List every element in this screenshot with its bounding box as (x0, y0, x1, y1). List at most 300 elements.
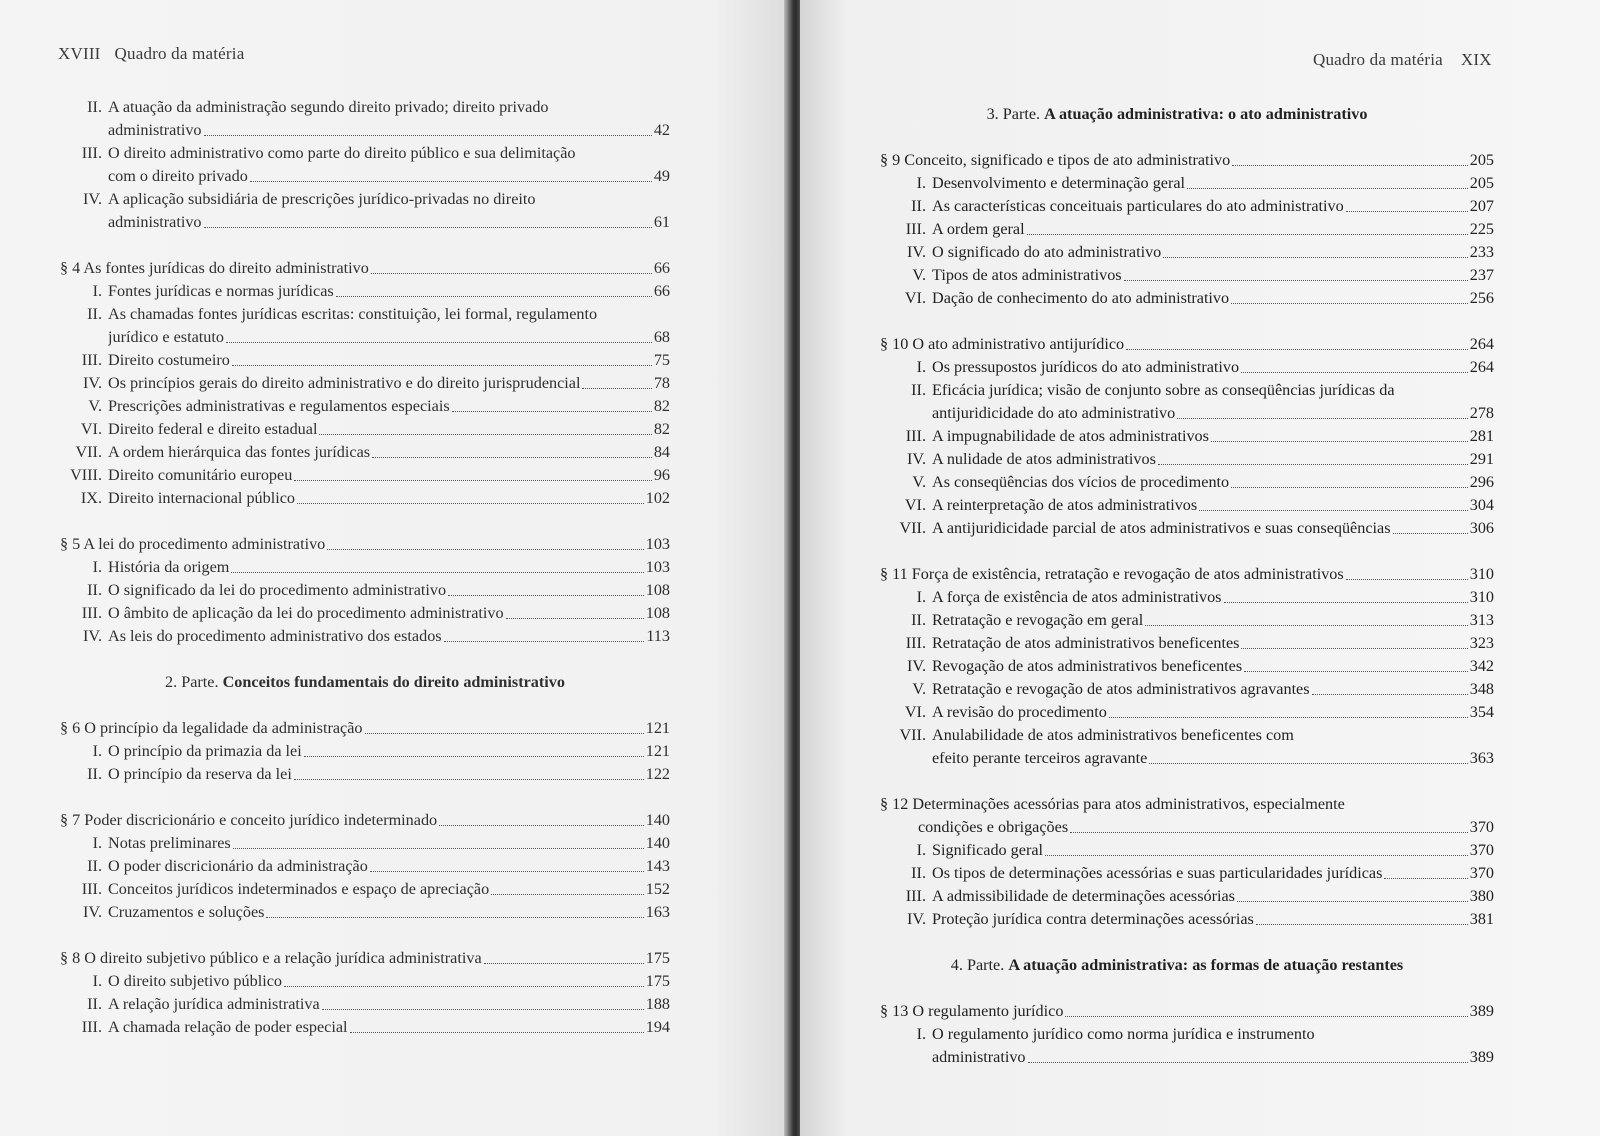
toc-subentry (60, 740, 670, 763)
roman-numeral: III. (905, 220, 926, 238)
roman-numeral: II. (87, 98, 102, 116)
toc-subentry (60, 418, 670, 441)
left-page-number: XVIII (58, 44, 101, 63)
page-ref: 152 (645, 880, 670, 898)
entry-text: Conceitos jurídicos indeterminados e espaço de apreciação (108, 880, 490, 898)
roman-numeral: IV. (906, 450, 926, 468)
entry-text: A admissibilidade de determinações acessórias (932, 887, 1235, 905)
left-running-title: Quadro da matéria (114, 44, 245, 63)
roman-numeral: III. (905, 634, 926, 652)
section-title: § 13 O regulamento jurídico (880, 1002, 1064, 1020)
entry-text: O princípio da reserva da lei (108, 765, 292, 783)
toc-subentry (60, 625, 670, 648)
toc-subentry (880, 908, 1494, 931)
toc-subentry (60, 326, 670, 349)
page-ref: 108 (645, 604, 670, 622)
section-title: § 6 O princípio da legalidade da administração (60, 719, 363, 737)
entry-text: Cruzamentos e soluções (108, 903, 265, 921)
section-title: § 4 As fontes jurídicas do direito administrativo (60, 259, 369, 277)
roman-numeral: I. (916, 841, 926, 859)
section-title: § 7 Poder discricionário e conceito jurídico indeterminado (60, 811, 438, 829)
entry-text: Notas preliminares (108, 834, 231, 852)
part-title: A atuação administrativa: o ato administrativo (1044, 105, 1368, 123)
toc-subentry (880, 747, 1494, 770)
toc-subentry (60, 832, 670, 855)
toc-subentry (60, 349, 670, 372)
roman-numeral: V. (912, 473, 926, 491)
page-ref: 49 (653, 167, 670, 185)
page-ref: 380 (1469, 887, 1494, 905)
dot-leader (1177, 418, 1468, 419)
entry-text: Direito comunitário europeu (108, 466, 293, 484)
entry-text: A relação jurídica administrativa (108, 995, 320, 1013)
dot-leader (372, 457, 652, 458)
entry-text: jurídico e estatuto (108, 328, 224, 346)
toc-subentry (880, 471, 1494, 494)
page-ref: 175 (645, 972, 670, 990)
dot-leader (484, 963, 644, 964)
page-ref: 278 (1469, 404, 1494, 422)
toc-section-entry (60, 257, 670, 280)
dot-leader (1312, 694, 1468, 695)
page-ref: 370 (1469, 864, 1494, 882)
section-title: § 11 Força de existência, retratação e revogação de atos administrativos (880, 565, 1344, 583)
toc-section-entry (880, 563, 1494, 586)
page-ref: 103 (645, 558, 670, 576)
roman-numeral: I. (916, 358, 926, 376)
dot-leader (284, 986, 644, 987)
part-title: A atuação administrativa: as formas de atuação restantes (1008, 956, 1404, 974)
roman-numeral: II. (87, 305, 102, 323)
entry-text: A nulidade de atos administrativos (932, 450, 1156, 468)
page-ref: 296 (1469, 473, 1494, 491)
dot-leader (1124, 280, 1468, 281)
roman-numeral: VII. (899, 726, 926, 744)
spacer (60, 694, 670, 717)
page-ref: 313 (1469, 611, 1494, 629)
left-page (0, 0, 790, 1136)
page-ref: 103 (645, 535, 670, 553)
roman-numeral: V. (88, 397, 102, 415)
dot-leader (1244, 671, 1468, 672)
dot-leader (1027, 234, 1468, 235)
roman-numeral: II. (911, 611, 926, 629)
dot-leader (582, 388, 651, 389)
dot-leader (250, 181, 652, 182)
dot-leader (294, 779, 644, 780)
page-ref: 264 (1469, 358, 1494, 376)
toc-section-entry (880, 333, 1494, 356)
roman-numeral: I. (92, 558, 102, 576)
page-ref: 82 (653, 397, 670, 415)
entry-text: A aplicação subsidiária de prescrições jurídico-privadas no direito (108, 190, 536, 208)
toc-subentry (880, 287, 1494, 310)
roman-numeral: IV. (82, 903, 102, 921)
page-ref: 370 (1469, 818, 1494, 836)
dot-leader (1028, 1062, 1468, 1063)
dot-leader (1346, 211, 1468, 212)
page-ref: 121 (645, 719, 670, 737)
dot-leader (1163, 257, 1467, 258)
dot-leader (1384, 878, 1467, 879)
roman-numeral: I. (916, 174, 926, 192)
roman-numeral: I. (92, 834, 102, 852)
dot-leader (322, 1009, 644, 1010)
roman-numeral: III. (81, 604, 102, 622)
toc-subentry (880, 494, 1494, 517)
dot-leader (1065, 1016, 1467, 1017)
entry-text: Fontes jurídicas e normas jurídicas (108, 282, 334, 300)
roman-numeral: II. (911, 381, 926, 399)
dot-leader (1256, 924, 1468, 925)
entry-text: O princípio da primazia da lei (108, 742, 302, 760)
entry-text: Eficácia jurídica; visão de conjunto sobre as conseqüências jurídicas da (932, 381, 1395, 399)
toc-section-entry (880, 793, 1494, 816)
left-table-of-contents (60, 96, 670, 1039)
roman-numeral: I. (916, 588, 926, 606)
spacer (880, 770, 1494, 793)
entry-text: A antijuridicidade parcial de atos administrativos e suas conseqüências (932, 519, 1391, 537)
page-ref: 233 (1469, 243, 1494, 261)
toc-subentry (60, 878, 670, 901)
section-title: § 12 Determinações acessórias para atos administrativos, especialmente (880, 795, 1345, 813)
dot-leader (204, 135, 652, 136)
toc-subentry (60, 970, 670, 993)
entry-text: As características conceituais particulares do ato administrativo (932, 197, 1344, 215)
page-ref: 42 (653, 121, 670, 139)
roman-numeral: IV. (82, 627, 102, 645)
roman-numeral: VI. (80, 420, 102, 438)
page-ref: 75 (653, 351, 670, 369)
spacer (60, 234, 670, 257)
toc-subentry (880, 862, 1494, 885)
toc-subentry (880, 609, 1494, 632)
spacer (60, 648, 670, 671)
roman-numeral: IV. (82, 374, 102, 392)
dot-leader (1070, 832, 1468, 833)
dot-leader (327, 549, 643, 550)
entry-text: Retratação e revogação em geral (932, 611, 1144, 629)
dot-leader (365, 733, 644, 734)
toc-subentry (880, 425, 1494, 448)
toc-section-entry-continued (880, 816, 1494, 839)
toc-subentry (880, 172, 1494, 195)
page-ref: 66 (653, 282, 670, 300)
roman-numeral: VII. (899, 519, 926, 537)
entry-text: A chamada relação de poder especial (108, 1018, 348, 1036)
page-ref: 225 (1469, 220, 1494, 238)
toc-subentry (880, 379, 1494, 402)
page-ref: 310 (1469, 565, 1494, 583)
entry-text: O regulamento jurídico como norma jurídica e instrumento (932, 1025, 1315, 1043)
page-ref: 304 (1469, 496, 1494, 514)
roman-numeral: VI. (904, 703, 926, 721)
toc-subentry (60, 211, 670, 234)
toc-section-entry (60, 533, 670, 556)
dot-leader (1187, 188, 1468, 189)
dot-leader (1126, 349, 1468, 350)
dot-leader (1237, 901, 1468, 902)
page-ref: 354 (1469, 703, 1494, 721)
toc-subentry (60, 303, 670, 326)
section-title-continued: condições e obrigações (918, 818, 1069, 836)
roman-numeral: I. (916, 1025, 926, 1043)
entry-text: O âmbito de aplicação da lei do procedimento administrativo (108, 604, 504, 622)
toc-subentry (60, 96, 670, 119)
toc-subentry (880, 724, 1494, 747)
entry-text: O poder discricionário da administração (108, 857, 368, 875)
page-ref: 291 (1469, 450, 1494, 468)
roman-numeral: II. (87, 995, 102, 1013)
roman-numeral: III. (81, 1018, 102, 1036)
roman-numeral: VI. (904, 496, 926, 514)
toc-section-entry (60, 809, 670, 832)
toc-subentry (880, 678, 1494, 701)
part-number: 4. Parte. (950, 956, 1005, 974)
entry-text: A ordem hierárquica das fontes jurídicas (108, 443, 371, 461)
toc-subentry (60, 579, 670, 602)
page-ref: 68 (653, 328, 670, 346)
entry-text: administrativo (108, 213, 202, 231)
roman-numeral: IV. (82, 190, 102, 208)
page-ref: 108 (645, 581, 670, 599)
dot-leader (232, 365, 652, 366)
entry-text: Os tipos de determinações acessórias e suas particularidades jurídicas (932, 864, 1383, 882)
roman-numeral: III. (81, 144, 102, 162)
entry-text: Dação de conhecimento do ato administrativo (932, 289, 1230, 307)
part-number: 2. Parte. (165, 673, 219, 691)
roman-numeral: IX. (80, 489, 102, 507)
toc-subentry (60, 188, 670, 211)
dot-leader (444, 641, 645, 642)
toc-section-entry (60, 947, 670, 970)
entry-text: As leis do procedimento administrativo dos estados (108, 627, 442, 645)
roman-numeral: I. (92, 282, 102, 300)
toc-section-entry (880, 1000, 1494, 1023)
toc-subentry (60, 556, 670, 579)
dot-leader (506, 618, 644, 619)
roman-numeral: VII. (75, 443, 102, 461)
entry-text: História da origem (108, 558, 230, 576)
page-ref: 389 (1469, 1048, 1494, 1066)
roman-numeral: IV. (906, 910, 926, 928)
spacer (880, 126, 1494, 149)
dot-leader (1231, 487, 1468, 488)
dot-leader (204, 227, 652, 228)
part-heading (880, 103, 1494, 126)
page-ref: 61 (653, 213, 670, 231)
page-ref: 281 (1469, 427, 1494, 445)
right-running-title: Quadro da matéria (1313, 50, 1443, 69)
entry-text: O direito subjetivo público (108, 972, 282, 990)
part-heading (880, 954, 1494, 977)
left-page-header (58, 44, 244, 64)
entry-text: efeito perante terceiros agravante (932, 749, 1148, 767)
page-ref: 363 (1469, 749, 1494, 767)
page-ref: 140 (645, 834, 670, 852)
right-page-header (1313, 50, 1492, 70)
roman-numeral: VI. (904, 289, 926, 307)
roman-numeral: IV. (906, 243, 926, 261)
toc-subentry (60, 1016, 670, 1039)
toc-subentry (60, 487, 670, 510)
spacer (880, 931, 1494, 954)
dot-leader (1158, 464, 1468, 465)
entry-text: Direito internacional público (108, 489, 295, 507)
toc-subentry (880, 1046, 1494, 1069)
entry-text: O significado da lei do procedimento administrativo (108, 581, 447, 599)
toc-subentry (60, 441, 670, 464)
roman-numeral: V. (912, 680, 926, 698)
dot-leader (1224, 602, 1468, 603)
spacer (60, 510, 670, 533)
toc-subentry (60, 395, 670, 418)
part-number: 3. Parte. (986, 105, 1041, 123)
dot-leader (1149, 763, 1467, 764)
spacer (880, 310, 1494, 333)
roman-numeral: III. (905, 427, 926, 445)
roman-numeral: V. (912, 266, 926, 284)
entry-text: Tipos de atos administrativos (932, 266, 1122, 284)
toc-subentry (880, 218, 1494, 241)
dot-leader (297, 503, 644, 504)
entry-text: A força de existência de atos administrativos (932, 588, 1222, 606)
dot-leader (1211, 441, 1468, 442)
page-ref: 194 (645, 1018, 670, 1036)
roman-numeral: III. (905, 887, 926, 905)
page-ref: 256 (1469, 289, 1494, 307)
right-table-of-contents (880, 103, 1494, 1069)
page-ref: 102 (645, 489, 670, 507)
toc-subentry (880, 517, 1494, 540)
dot-leader (231, 572, 643, 573)
roman-numeral: VIII. (70, 466, 102, 484)
dot-leader (370, 871, 644, 872)
roman-numeral: I. (92, 972, 102, 990)
entry-text: O significado do ato administrativo (932, 243, 1162, 261)
dot-leader (1241, 648, 1467, 649)
toc-subentry (60, 602, 670, 625)
dot-leader (233, 848, 644, 849)
entry-text: Os princípios gerais do direito administrativo e do direito jurisprudencial (108, 374, 581, 392)
page-ref: 143 (645, 857, 670, 875)
toc-subentry (880, 356, 1494, 379)
toc-subentry (60, 901, 670, 924)
roman-numeral: I. (92, 742, 102, 760)
page-ref: 96 (653, 466, 670, 484)
toc-subentry (60, 119, 670, 142)
entry-text: Direito costumeiro (108, 351, 230, 369)
entry-text: Anulabilidade de atos administrativos beneficentes com (932, 726, 1294, 744)
part-title: Conceitos fundamentais do direito administrativo (222, 673, 565, 691)
roman-numeral: IV. (906, 657, 926, 675)
toc-section-entry (60, 717, 670, 740)
dot-leader (304, 756, 644, 757)
dot-leader (1241, 372, 1468, 373)
page-ref: 237 (1469, 266, 1494, 284)
toc-subentry (880, 448, 1494, 471)
section-title: § 10 O ato administrativo antijurídico (880, 335, 1125, 353)
page-ref: 389 (1469, 1002, 1494, 1020)
dot-leader (491, 894, 644, 895)
toc-subentry (880, 586, 1494, 609)
dot-leader (266, 917, 643, 918)
page-ref: 310 (1469, 588, 1494, 606)
spacer (60, 786, 670, 809)
entry-text: Retratação de atos administrativos beneficentes (932, 634, 1240, 652)
dot-leader (439, 825, 644, 826)
section-title: § 5 A lei do procedimento administrativo (60, 535, 326, 553)
page-ref: 163 (645, 903, 670, 921)
dot-leader (1346, 579, 1468, 580)
entry-text: O direito administrativo como parte do direito público e sua delimitação (108, 144, 576, 162)
dot-leader (1109, 717, 1468, 718)
page-ref: 82 (653, 420, 670, 438)
entry-text: Direito federal e direito estadual (108, 420, 318, 438)
entry-text: Revogação de atos administrativos beneficentes (932, 657, 1243, 675)
entry-text: A reinterpretação de atos administrativos (932, 496, 1198, 514)
page-ref: 188 (645, 995, 670, 1013)
toc-subentry (880, 655, 1494, 678)
spacer (60, 924, 670, 947)
toc-subentry (880, 402, 1494, 425)
entry-text: As chamadas fontes jurídicas escritas: constituição, lei formal, regulamento (108, 305, 598, 323)
toc-subentry (880, 264, 1494, 287)
toc-subentry (880, 839, 1494, 862)
toc-subentry (60, 142, 670, 165)
roman-numeral: II. (911, 864, 926, 882)
roman-numeral: III. (81, 351, 102, 369)
spacer (880, 977, 1494, 1000)
dot-leader (1199, 510, 1468, 511)
roman-numeral: II. (911, 197, 926, 215)
toc-subentry (880, 632, 1494, 655)
toc-subentry (60, 763, 670, 786)
page-ref: 342 (1469, 657, 1494, 675)
section-title: § 8 O direito subjetivo público e a relação jurídica administrativa (60, 949, 482, 967)
entry-text: Os pressupostos jurídicos do ato administrativo (932, 358, 1240, 376)
dot-leader (1232, 165, 1468, 166)
entry-text: administrativo (108, 121, 202, 139)
dot-leader (1145, 625, 1468, 626)
page-ref: 205 (1469, 151, 1494, 169)
toc-subentry (60, 372, 670, 395)
page-ref: 113 (646, 627, 670, 645)
entry-text: A atuação da administração segundo direito privado; direito privado (108, 98, 549, 116)
dot-leader (319, 434, 651, 435)
dot-leader (294, 480, 652, 481)
page-ref: 207 (1469, 197, 1494, 215)
toc-subentry (60, 855, 670, 878)
page-ref: 121 (645, 742, 670, 760)
section-title: § 9 Conceito, significado e tipos de ato administrativo (880, 151, 1231, 169)
part-heading (60, 671, 670, 694)
dot-leader (452, 411, 652, 412)
toc-subentry (880, 1023, 1494, 1046)
toc-subentry (60, 993, 670, 1016)
entry-text: Significado geral (932, 841, 1044, 859)
dot-leader (350, 1032, 644, 1033)
page-ref: 264 (1469, 335, 1494, 353)
page-ref: 66 (653, 259, 670, 277)
entry-text: A revisão do procedimento (932, 703, 1107, 721)
page-ref: 140 (645, 811, 670, 829)
dot-leader (1045, 855, 1468, 856)
toc-subentry (60, 464, 670, 487)
page-ref: 306 (1469, 519, 1494, 537)
roman-numeral: III. (81, 880, 102, 898)
entry-text: As conseqüências dos vícios de procedimento (932, 473, 1230, 491)
